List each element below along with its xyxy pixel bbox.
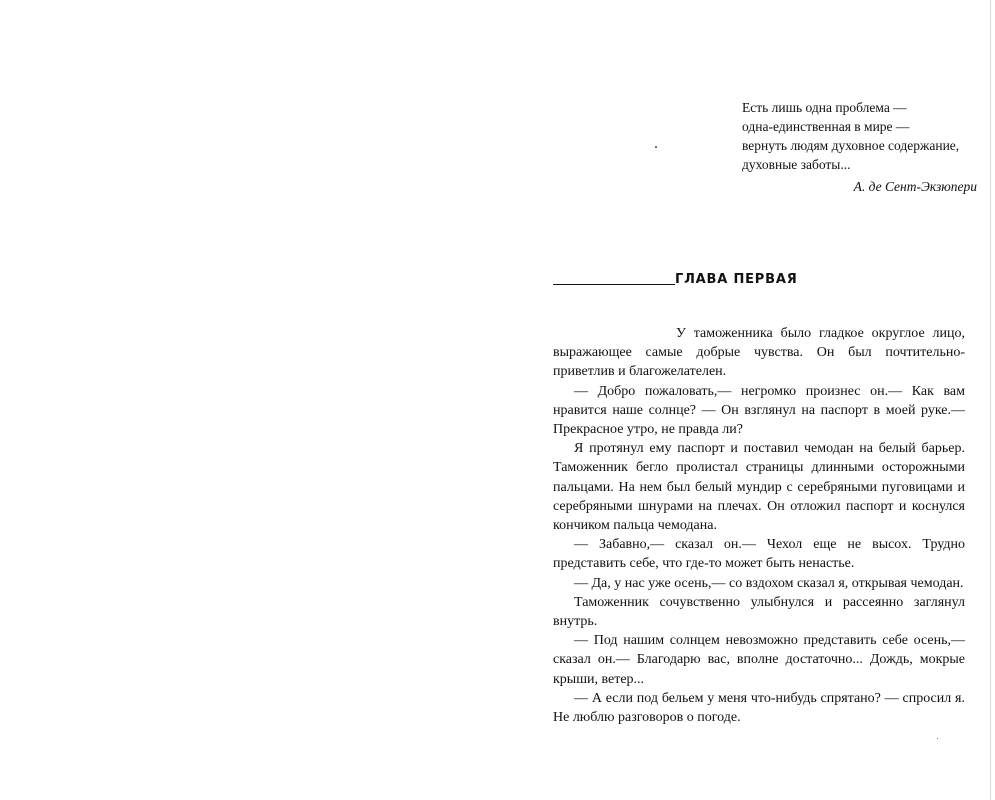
chapter-title: ГЛАВА ПЕРВАЯ [675,272,798,287]
paragraph: — Добро пожаловать,— негромко произнес он.— Как вам нравится наше солнце? — Он взглянул на паспорт в моей руке.— Прекрасное утро, не правда ли? [553,383,965,438]
epigraph-author: А. де Сент-Экзюпери [853,179,977,194]
paragraph: — Под нашим солнцем невозможно представить себе осень,— сказал он.— Благодарю вас, вполне достаточно... Дождь, мокрые крыши, ветер... [553,633,965,687]
epigraph-line: духовные заботы... [742,157,851,172]
paragraph: — Забавно,— сказал он.— Чехол еще не высох. Трудно представить себе, что где-то может быть ненастье. [553,537,965,572]
epigraph-line: Есть лишь одна проблема — [742,100,907,115]
epigraph-line: одна-единственная в мире — [742,119,910,134]
epigraph [742,98,977,196]
paragraph: Я протянул ему паспорт и поставил чемодан на белый барьер. Таможенник бегло пролистал страницы длинными осторожными пальцами. На нем был белый мундир с серебряными пуговицами и серебряными шнурами на плечах. Он отложил паспорт и коснулся кончиком пальца чемодана. [553,441,965,534]
chapter-rule [553,284,675,285]
chapter-text [553,324,965,727]
paragraph: — Да, у нас уже осень,— со вздохом сказал я, открывая чемодан. [574,575,964,591]
right-page [497,0,995,800]
epigraph-line: вернуть людям духовное содержание, [742,138,960,153]
paragraph: — А если под бельем у меня что-нибудь спрятано? — спросил я. Не люблю разговоров о погоде. [553,690,965,726]
paragraph: Таможенник сочувственно улыбнулся и рассеянно заглянул внутрь. [553,594,965,630]
paragraph: У таможенника было гладкое округлое лицо, выражающее самые добрые чувства. Он был почтительно-приветлив и благожелателен. [553,326,965,380]
page-edge [990,0,991,800]
chapter-heading [553,272,798,288]
print-speck [937,738,938,739]
left-page [0,0,497,800]
